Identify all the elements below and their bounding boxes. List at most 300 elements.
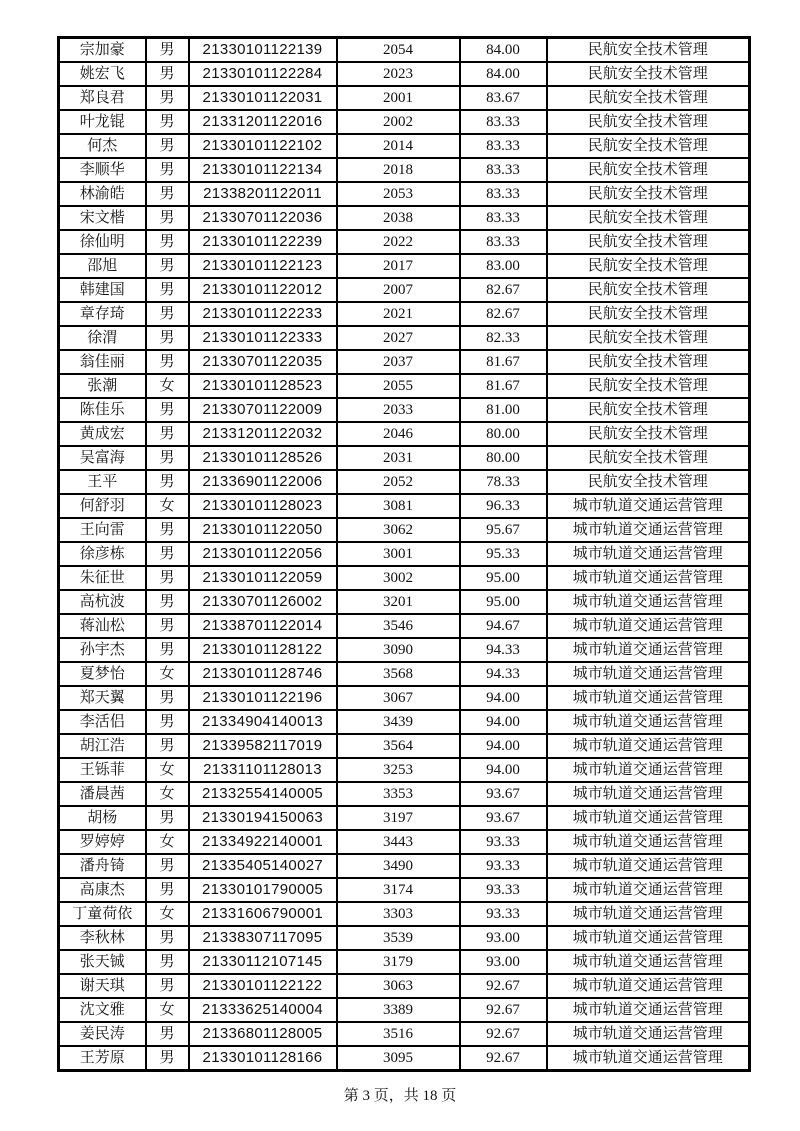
- cell-name: 叶龙锟: [59, 110, 146, 134]
- cell-number: 2038: [337, 206, 460, 230]
- table-row: [59, 326, 750, 350]
- cell-gender: 男: [146, 254, 189, 278]
- cell-major: 城市轨道交通运营管理: [547, 686, 750, 710]
- cell-number: 3067: [337, 686, 460, 710]
- cell-number: 2001: [337, 86, 460, 110]
- cell-gender: 男: [146, 230, 189, 254]
- cell-number: 2046: [337, 422, 460, 446]
- cell-number: 2007: [337, 278, 460, 302]
- cell-major: 城市轨道交通运营管理: [547, 590, 750, 614]
- table-row: [59, 854, 750, 878]
- cell-score: 80.00: [460, 446, 547, 470]
- page-footer: [0, 1084, 800, 1105]
- cell-exam-id: 21330101128526: [189, 446, 337, 470]
- cell-major: 城市轨道交通运营管理: [547, 902, 750, 926]
- table-row: [59, 614, 750, 638]
- cell-name: 朱征世: [59, 566, 146, 590]
- cell-name: 章存琦: [59, 302, 146, 326]
- cell-exam-id: 21330101128523: [189, 374, 337, 398]
- cell-exam-id: 21330101122122: [189, 974, 337, 998]
- table-row: [59, 110, 750, 134]
- table-row: [59, 134, 750, 158]
- cell-name: 何舒羽: [59, 494, 146, 518]
- cell-exam-id: 21338307117095: [189, 926, 337, 950]
- cell-number: 2031: [337, 446, 460, 470]
- cell-number: 2018: [337, 158, 460, 182]
- cell-name: 张天铖: [59, 950, 146, 974]
- cell-gender: 男: [146, 470, 189, 494]
- cell-gender: 男: [146, 1022, 189, 1046]
- cell-gender: 男: [146, 158, 189, 182]
- cell-name: 胡江浩: [59, 734, 146, 758]
- cell-major: 城市轨道交通运营管理: [547, 878, 750, 902]
- cell-number: 2033: [337, 398, 460, 422]
- cell-gender: 女: [146, 374, 189, 398]
- cell-exam-id: 21331201122032: [189, 422, 337, 446]
- cell-gender: 女: [146, 782, 189, 806]
- cell-name: 李顺华: [59, 158, 146, 182]
- cell-score: 83.67: [460, 86, 547, 110]
- cell-gender: 女: [146, 902, 189, 926]
- cell-exam-id: 21335405140027: [189, 854, 337, 878]
- cell-major: 民航安全技术管理: [547, 182, 750, 206]
- cell-number: 3516: [337, 1022, 460, 1046]
- cell-name: 谢天琪: [59, 974, 146, 998]
- cell-gender: 男: [146, 926, 189, 950]
- cell-exam-id: 21330112107145: [189, 950, 337, 974]
- cell-score: 82.33: [460, 326, 547, 350]
- cell-exam-id: 21336901122006: [189, 470, 337, 494]
- cell-number: 3001: [337, 542, 460, 566]
- cell-major: 民航安全技术管理: [547, 38, 750, 63]
- cell-major: 城市轨道交通运营管理: [547, 1046, 750, 1071]
- table-row: [59, 38, 750, 63]
- cell-score: 93.00: [460, 950, 547, 974]
- cell-number: 3568: [337, 662, 460, 686]
- cell-name: 徐仙明: [59, 230, 146, 254]
- cell-score: 94.00: [460, 686, 547, 710]
- cell-score: 94.33: [460, 638, 547, 662]
- cell-gender: 男: [146, 710, 189, 734]
- cell-major: 民航安全技术管理: [547, 398, 750, 422]
- cell-number: 2002: [337, 110, 460, 134]
- cell-major: 民航安全技术管理: [547, 254, 750, 278]
- cell-score: 83.00: [460, 254, 547, 278]
- cell-exam-id: 21330101790005: [189, 878, 337, 902]
- cell-score: 92.67: [460, 1046, 547, 1071]
- cell-major: 城市轨道交通运营管理: [547, 758, 750, 782]
- cell-name: 陈佳乐: [59, 398, 146, 422]
- cell-number: 3174: [337, 878, 460, 902]
- table-row: [59, 230, 750, 254]
- table-row: [59, 902, 750, 926]
- cell-exam-id: 21330101122239: [189, 230, 337, 254]
- cell-gender: 男: [146, 326, 189, 350]
- cell-score: 84.00: [460, 38, 547, 63]
- cell-exam-id: 21330101128166: [189, 1046, 337, 1071]
- cell-score: 83.33: [460, 182, 547, 206]
- cell-name: 沈文雅: [59, 998, 146, 1022]
- cell-name: 姚宏飞: [59, 62, 146, 86]
- table-row: [59, 470, 750, 494]
- cell-major: 民航安全技术管理: [547, 302, 750, 326]
- cell-exam-id: 21330101122134: [189, 158, 337, 182]
- cell-name: 宗加豪: [59, 38, 146, 63]
- cell-gender: 男: [146, 446, 189, 470]
- cell-gender: 男: [146, 566, 189, 590]
- cell-score: 93.00: [460, 926, 547, 950]
- cell-exam-id: 21334922140001: [189, 830, 337, 854]
- cell-name: 李活侣: [59, 710, 146, 734]
- cell-major: 民航安全技术管理: [547, 350, 750, 374]
- cell-major: 城市轨道交通运营管理: [547, 710, 750, 734]
- cell-major: 城市轨道交通运营管理: [547, 734, 750, 758]
- cell-score: 93.33: [460, 854, 547, 878]
- cell-name: 韩建国: [59, 278, 146, 302]
- cell-name: 宋文楷: [59, 206, 146, 230]
- cell-major: 民航安全技术管理: [547, 134, 750, 158]
- cell-gender: 男: [146, 134, 189, 158]
- cell-major: 城市轨道交通运营管理: [547, 830, 750, 854]
- cell-gender: 男: [146, 518, 189, 542]
- table-row: [59, 926, 750, 950]
- cell-gender: 男: [146, 854, 189, 878]
- table-row: [59, 254, 750, 278]
- cell-major: 城市轨道交通运营管理: [547, 542, 750, 566]
- table-row: [59, 710, 750, 734]
- results-table: [57, 36, 751, 1072]
- cell-exam-id: 21334904140013: [189, 710, 337, 734]
- table-row: [59, 686, 750, 710]
- cell-exam-id: 21333625140004: [189, 998, 337, 1022]
- cell-gender: 男: [146, 38, 189, 63]
- cell-gender: 男: [146, 974, 189, 998]
- cell-exam-id: 21330101128746: [189, 662, 337, 686]
- cell-score: 94.00: [460, 710, 547, 734]
- cell-exam-id: 21330101122139: [189, 38, 337, 63]
- cell-score: 83.33: [460, 110, 547, 134]
- cell-number: 3439: [337, 710, 460, 734]
- cell-score: 96.33: [460, 494, 547, 518]
- cell-exam-id: 21332554140005: [189, 782, 337, 806]
- cell-gender: 男: [146, 422, 189, 446]
- cell-major: 民航安全技术管理: [547, 206, 750, 230]
- cell-score: 81.67: [460, 350, 547, 374]
- cell-number: 2053: [337, 182, 460, 206]
- cell-score: 95.00: [460, 590, 547, 614]
- table-row: [59, 734, 750, 758]
- cell-gender: 男: [146, 638, 189, 662]
- cell-major: 民航安全技术管理: [547, 326, 750, 350]
- table-row: [59, 158, 750, 182]
- cell-number: 3063: [337, 974, 460, 998]
- cell-major: 城市轨道交通运营管理: [547, 566, 750, 590]
- table-row: [59, 830, 750, 854]
- cell-gender: 女: [146, 662, 189, 686]
- cell-score: 93.33: [460, 830, 547, 854]
- cell-score: 95.00: [460, 566, 547, 590]
- cell-gender: 男: [146, 734, 189, 758]
- table-row: [59, 878, 750, 902]
- cell-exam-id: 21330101122050: [189, 518, 337, 542]
- cell-exam-id: 21330101122284: [189, 62, 337, 86]
- cell-major: 民航安全技术管理: [547, 278, 750, 302]
- cell-exam-id: 21331101128013: [189, 758, 337, 782]
- cell-number: 3253: [337, 758, 460, 782]
- cell-number: 2014: [337, 134, 460, 158]
- cell-name: 胡杨: [59, 806, 146, 830]
- cell-gender: 男: [146, 614, 189, 638]
- cell-number: 3095: [337, 1046, 460, 1071]
- cell-exam-id: 21330101122056: [189, 542, 337, 566]
- cell-number: 3197: [337, 806, 460, 830]
- table-row: [59, 422, 750, 446]
- cell-score: 93.67: [460, 782, 547, 806]
- cell-number: 3090: [337, 638, 460, 662]
- cell-major: 城市轨道交通运营管理: [547, 926, 750, 950]
- cell-number: 2052: [337, 470, 460, 494]
- cell-score: 92.67: [460, 998, 547, 1022]
- cell-name: 邵旭: [59, 254, 146, 278]
- cell-gender: 男: [146, 62, 189, 86]
- cell-score: 93.67: [460, 806, 547, 830]
- cell-exam-id: 21330101122123: [189, 254, 337, 278]
- cell-score: 92.67: [460, 974, 547, 998]
- cell-exam-id: 21330101128122: [189, 638, 337, 662]
- cell-name: 潘舟锜: [59, 854, 146, 878]
- cell-major: 城市轨道交通运营管理: [547, 782, 750, 806]
- table-row: [59, 62, 750, 86]
- table-row: [59, 998, 750, 1022]
- cell-number: 2017: [337, 254, 460, 278]
- cell-exam-id: 21330101122031: [189, 86, 337, 110]
- table-row: [59, 398, 750, 422]
- cell-exam-id: 21330101128023: [189, 494, 337, 518]
- cell-name: 罗婷婷: [59, 830, 146, 854]
- table-row: [59, 806, 750, 830]
- cell-number: 3062: [337, 518, 460, 542]
- cell-major: 民航安全技术管理: [547, 62, 750, 86]
- cell-name: 丁童荷依: [59, 902, 146, 926]
- cell-exam-id: 21330101122012: [189, 278, 337, 302]
- cell-gender: 男: [146, 1046, 189, 1071]
- cell-gender: 男: [146, 206, 189, 230]
- cell-name: 徐彦栋: [59, 542, 146, 566]
- cell-name: 王向雷: [59, 518, 146, 542]
- cell-major: 城市轨道交通运营管理: [547, 854, 750, 878]
- cell-score: 95.33: [460, 542, 547, 566]
- table-row: [59, 302, 750, 326]
- cell-exam-id: 21330101122196: [189, 686, 337, 710]
- cell-exam-id: 21339582117019: [189, 734, 337, 758]
- table-row: [59, 374, 750, 398]
- cell-name: 翁佳丽: [59, 350, 146, 374]
- cell-major: 城市轨道交通运营管理: [547, 998, 750, 1022]
- cell-name: 高康杰: [59, 878, 146, 902]
- cell-number: 2022: [337, 230, 460, 254]
- cell-score: 92.67: [460, 1022, 547, 1046]
- cell-gender: 男: [146, 398, 189, 422]
- cell-major: 城市轨道交通运营管理: [547, 638, 750, 662]
- cell-gender: 女: [146, 758, 189, 782]
- cell-number: 3081: [337, 494, 460, 518]
- cell-name: 何杰: [59, 134, 146, 158]
- cell-name: 郑良君: [59, 86, 146, 110]
- cell-score: 94.00: [460, 734, 547, 758]
- cell-gender: 男: [146, 182, 189, 206]
- table-row: [59, 1022, 750, 1046]
- results-table-body: [59, 38, 750, 1071]
- cell-major: 城市轨道交通运营管理: [547, 950, 750, 974]
- table-row: [59, 542, 750, 566]
- cell-number: 3353: [337, 782, 460, 806]
- cell-gender: 男: [146, 590, 189, 614]
- cell-name: 孙宇杰: [59, 638, 146, 662]
- cell-score: 83.33: [460, 206, 547, 230]
- cell-major: 民航安全技术管理: [547, 110, 750, 134]
- table-row: [59, 494, 750, 518]
- cell-gender: 男: [146, 542, 189, 566]
- cell-number: 3002: [337, 566, 460, 590]
- table-row: [59, 1046, 750, 1071]
- cell-number: 2023: [337, 62, 460, 86]
- cell-number: 3539: [337, 926, 460, 950]
- cell-gender: 男: [146, 806, 189, 830]
- table-row: [59, 278, 750, 302]
- cell-exam-id: 21338201122011: [189, 182, 337, 206]
- cell-name: 夏梦怡: [59, 662, 146, 686]
- table-row: [59, 182, 750, 206]
- cell-major: 城市轨道交通运营管理: [547, 614, 750, 638]
- cell-number: 3389: [337, 998, 460, 1022]
- cell-score: 78.33: [460, 470, 547, 494]
- cell-name: 李秋林: [59, 926, 146, 950]
- cell-number: 3179: [337, 950, 460, 974]
- cell-name: 吴富海: [59, 446, 146, 470]
- cell-exam-id: 21330101122059: [189, 566, 337, 590]
- table-row: [59, 350, 750, 374]
- cell-score: 83.33: [460, 158, 547, 182]
- cell-major: 民航安全技术管理: [547, 422, 750, 446]
- cell-exam-id: 21331606790001: [189, 902, 337, 926]
- cell-major: 城市轨道交通运营管理: [547, 518, 750, 542]
- cell-major: 城市轨道交通运营管理: [547, 1022, 750, 1046]
- table-row: [59, 518, 750, 542]
- cell-score: 81.67: [460, 374, 547, 398]
- table-row: [59, 662, 750, 686]
- cell-number: 3490: [337, 854, 460, 878]
- cell-number: 3546: [337, 614, 460, 638]
- cell-exam-id: 21330101122233: [189, 302, 337, 326]
- cell-score: 93.33: [460, 878, 547, 902]
- cell-major: 城市轨道交通运营管理: [547, 806, 750, 830]
- cell-exam-id: 21336801128005: [189, 1022, 337, 1046]
- cell-gender: 男: [146, 86, 189, 110]
- cell-name: 潘晨茜: [59, 782, 146, 806]
- cell-score: 94.67: [460, 614, 547, 638]
- cell-score: 80.00: [460, 422, 547, 446]
- cell-number: 2021: [337, 302, 460, 326]
- cell-gender: 男: [146, 686, 189, 710]
- cell-name: 张潮: [59, 374, 146, 398]
- cell-gender: 男: [146, 278, 189, 302]
- cell-gender: 男: [146, 950, 189, 974]
- cell-name: 蒋汕松: [59, 614, 146, 638]
- table-row: [59, 782, 750, 806]
- cell-score: 95.67: [460, 518, 547, 542]
- table-row: [59, 206, 750, 230]
- cell-exam-id: 21330701126002: [189, 590, 337, 614]
- cell-name: 王平: [59, 470, 146, 494]
- cell-major: 城市轨道交通运营管理: [547, 974, 750, 998]
- cell-name: 徐渭: [59, 326, 146, 350]
- cell-number: 2037: [337, 350, 460, 374]
- cell-score: 83.33: [460, 230, 547, 254]
- table-row: [59, 566, 750, 590]
- cell-score: 82.67: [460, 302, 547, 326]
- cell-exam-id: 21330701122036: [189, 206, 337, 230]
- cell-number: 2054: [337, 38, 460, 63]
- cell-exam-id: 21330101122102: [189, 134, 337, 158]
- cell-name: 郑天翼: [59, 686, 146, 710]
- cell-name: 林渝皓: [59, 182, 146, 206]
- cell-score: 81.00: [460, 398, 547, 422]
- cell-gender: 女: [146, 494, 189, 518]
- cell-number: 3303: [337, 902, 460, 926]
- cell-name: 王芳原: [59, 1046, 146, 1071]
- cell-name: 姜民涛: [59, 1022, 146, 1046]
- table-row: [59, 86, 750, 110]
- cell-number: 3443: [337, 830, 460, 854]
- cell-score: 82.67: [460, 278, 547, 302]
- cell-score: 94.33: [460, 662, 547, 686]
- cell-score: 84.00: [460, 62, 547, 86]
- cell-major: 民航安全技术管理: [547, 230, 750, 254]
- table-row: [59, 758, 750, 782]
- cell-major: 民航安全技术管理: [547, 374, 750, 398]
- cell-major: 城市轨道交通运营管理: [547, 494, 750, 518]
- table-row: [59, 638, 750, 662]
- cell-gender: 女: [146, 998, 189, 1022]
- table-row: [59, 974, 750, 998]
- table-row: [59, 446, 750, 470]
- cell-name: 黄成宏: [59, 422, 146, 446]
- cell-gender: 男: [146, 350, 189, 374]
- cell-exam-id: 21338701122014: [189, 614, 337, 638]
- cell-major: 民航安全技术管理: [547, 158, 750, 182]
- cell-gender: 男: [146, 302, 189, 326]
- cell-exam-id: 21330701122009: [189, 398, 337, 422]
- table-row: [59, 950, 750, 974]
- cell-major: 民航安全技术管理: [547, 446, 750, 470]
- cell-major: 城市轨道交通运营管理: [547, 662, 750, 686]
- cell-score: 94.00: [460, 758, 547, 782]
- cell-score: 93.33: [460, 902, 547, 926]
- cell-exam-id: 21330701122035: [189, 350, 337, 374]
- cell-name: 高杭波: [59, 590, 146, 614]
- cell-number: 2055: [337, 374, 460, 398]
- cell-major: 民航安全技术管理: [547, 470, 750, 494]
- cell-number: 3564: [337, 734, 460, 758]
- cell-gender: 男: [146, 110, 189, 134]
- cell-number: 2027: [337, 326, 460, 350]
- cell-score: 83.33: [460, 134, 547, 158]
- cell-exam-id: 21331201122016: [189, 110, 337, 134]
- table-row: [59, 590, 750, 614]
- page-number-text: 第 3 页，共 18 页: [343, 1088, 457, 1104]
- cell-gender: 男: [146, 878, 189, 902]
- cell-exam-id: 21330194150063: [189, 806, 337, 830]
